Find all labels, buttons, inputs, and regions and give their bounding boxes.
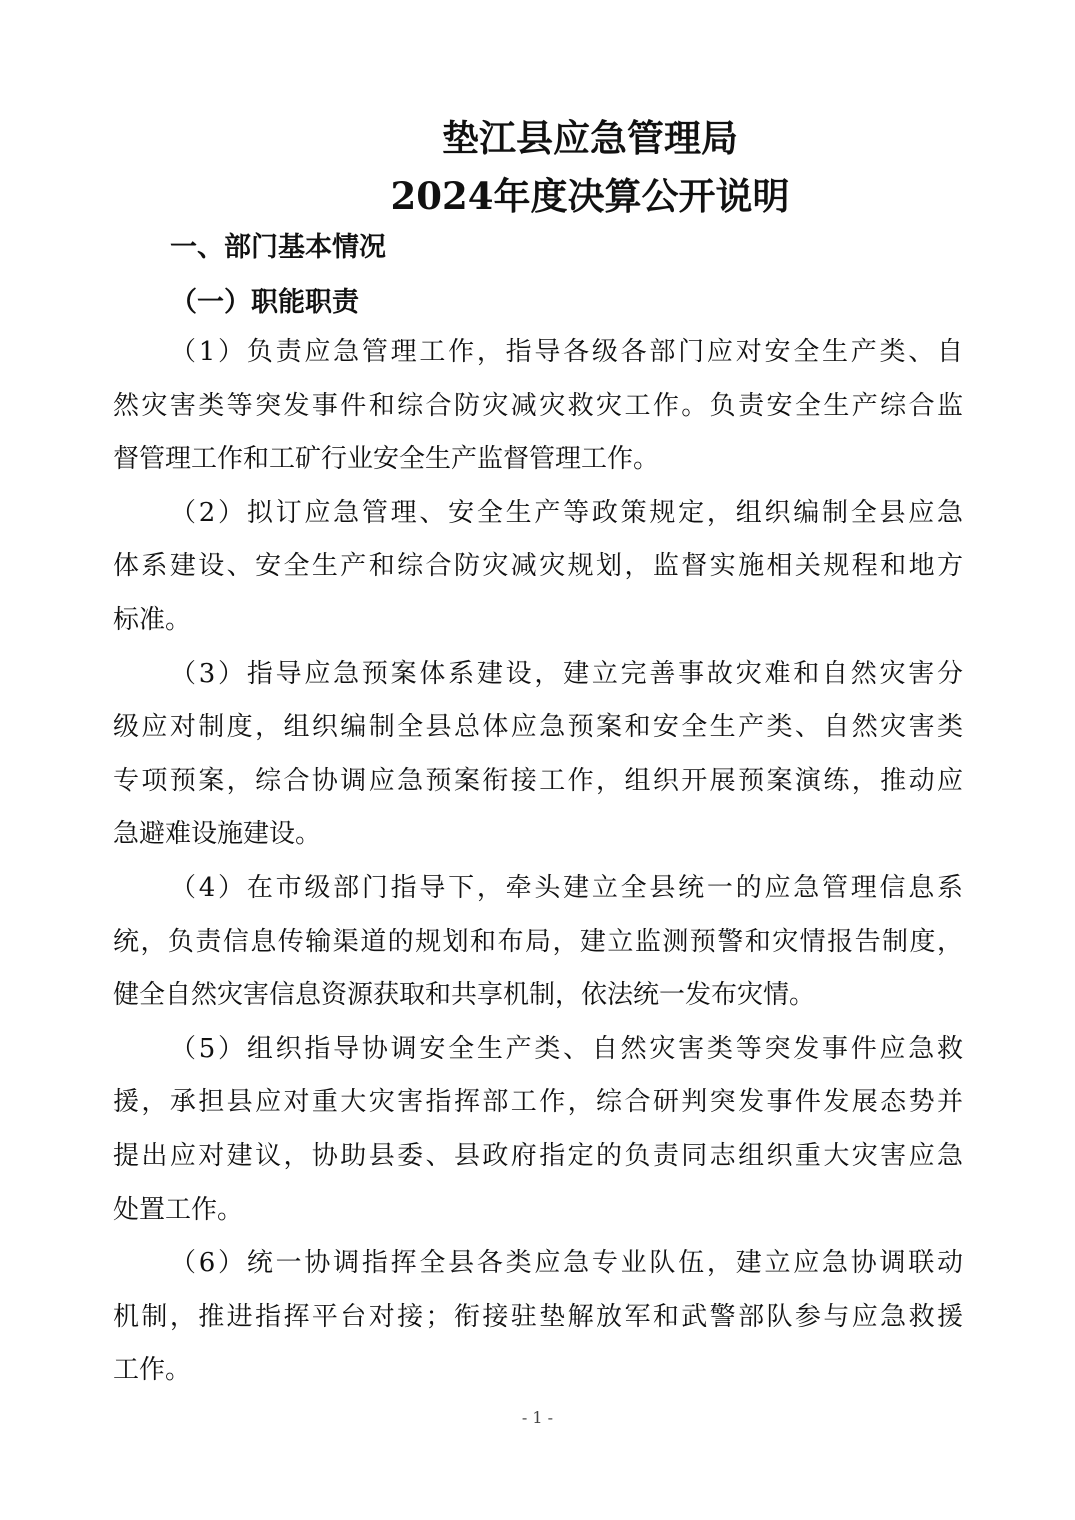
paragraph-line: 援，承担县应对重大灾害指挥部工作，综合研判突发事件发展态势并 [113, 1087, 963, 1118]
paragraph-line: 健全自然灾害信息资源获取和共享机制，依法统一发布灾情。 [113, 980, 816, 1011]
paragraph-line: （2）拟订应急管理、安全生产等政策规定，组织编制全县应急 [170, 497, 963, 528]
paragraph-line: 标准。 [113, 604, 192, 635]
paragraph-line: 专项预案，综合协调应急预案衔接工作，组织开展预案演练，推动应 [113, 765, 963, 796]
paragraph [113, 492, 963, 653]
page-number: - 1 - [521, 1408, 554, 1427]
paragraph-line: （6）统一协调指挥全县各类应急专业队伍，建立应急协调联动 [170, 1248, 963, 1279]
paragraph-line: 督管理工作和工矿行业安全生产监督管理工作。 [113, 444, 660, 475]
paragraph [113, 653, 963, 867]
paragraph-line: 然灾害类等突发事件和综合防灾减灾救灾工作。负责安全生产综合监 [113, 390, 963, 421]
paragraph-line: 急避难设施建设。 [113, 819, 322, 850]
paragraph-line: 级应对制度，组织编制全县总体应急预案和安全生产类、自然灾害类 [113, 712, 963, 743]
paragraph-line: 统，负责信息传输渠道的规划和布局，建立监测预警和灾情报告制度， [113, 926, 963, 957]
paragraph [113, 867, 963, 1028]
subsection-heading: （一）职能职责 [170, 287, 359, 318]
paragraph [113, 331, 963, 492]
paragraph [113, 1242, 963, 1403]
section-heading: 一、部门基本情况 [170, 232, 386, 263]
paragraph-line: 机制，推进指挥平台对接；衔接驻垫解放军和武警部队参与应急救援 [113, 1301, 963, 1332]
paragraph-line: 体系建设、安全生产和综合防灾减灾规划，监督实施相关规程和地方 [113, 551, 963, 582]
paragraph-line: （5）组织指导协调安全生产类、自然灾害类等突发事件应急救 [170, 1033, 963, 1064]
document-title-line1: 垫江县应急管理局 [442, 116, 738, 160]
paragraph-line: 处置工作。 [113, 1194, 244, 1225]
document-title-line2: 2024年度决算公开说明 [390, 174, 790, 218]
paragraph-line: （3）指导应急预案体系建设，建立完善事故灾难和自然灾害分 [170, 658, 963, 689]
paragraph-line: （4）在市级部门指导下，牵头建立全县统一的应急管理信息系 [170, 872, 963, 903]
paragraph [113, 1028, 963, 1242]
paragraph-line: （1）负责应急管理工作，指导各级各部门应对安全生产类、自 [170, 337, 963, 367]
paragraph-line: 提出应对建议，协助县委、县政府指定的负责同志组织重大灾害应急 [113, 1140, 963, 1171]
document-body [113, 331, 963, 1403]
paragraph-line: 工作。 [113, 1355, 192, 1386]
